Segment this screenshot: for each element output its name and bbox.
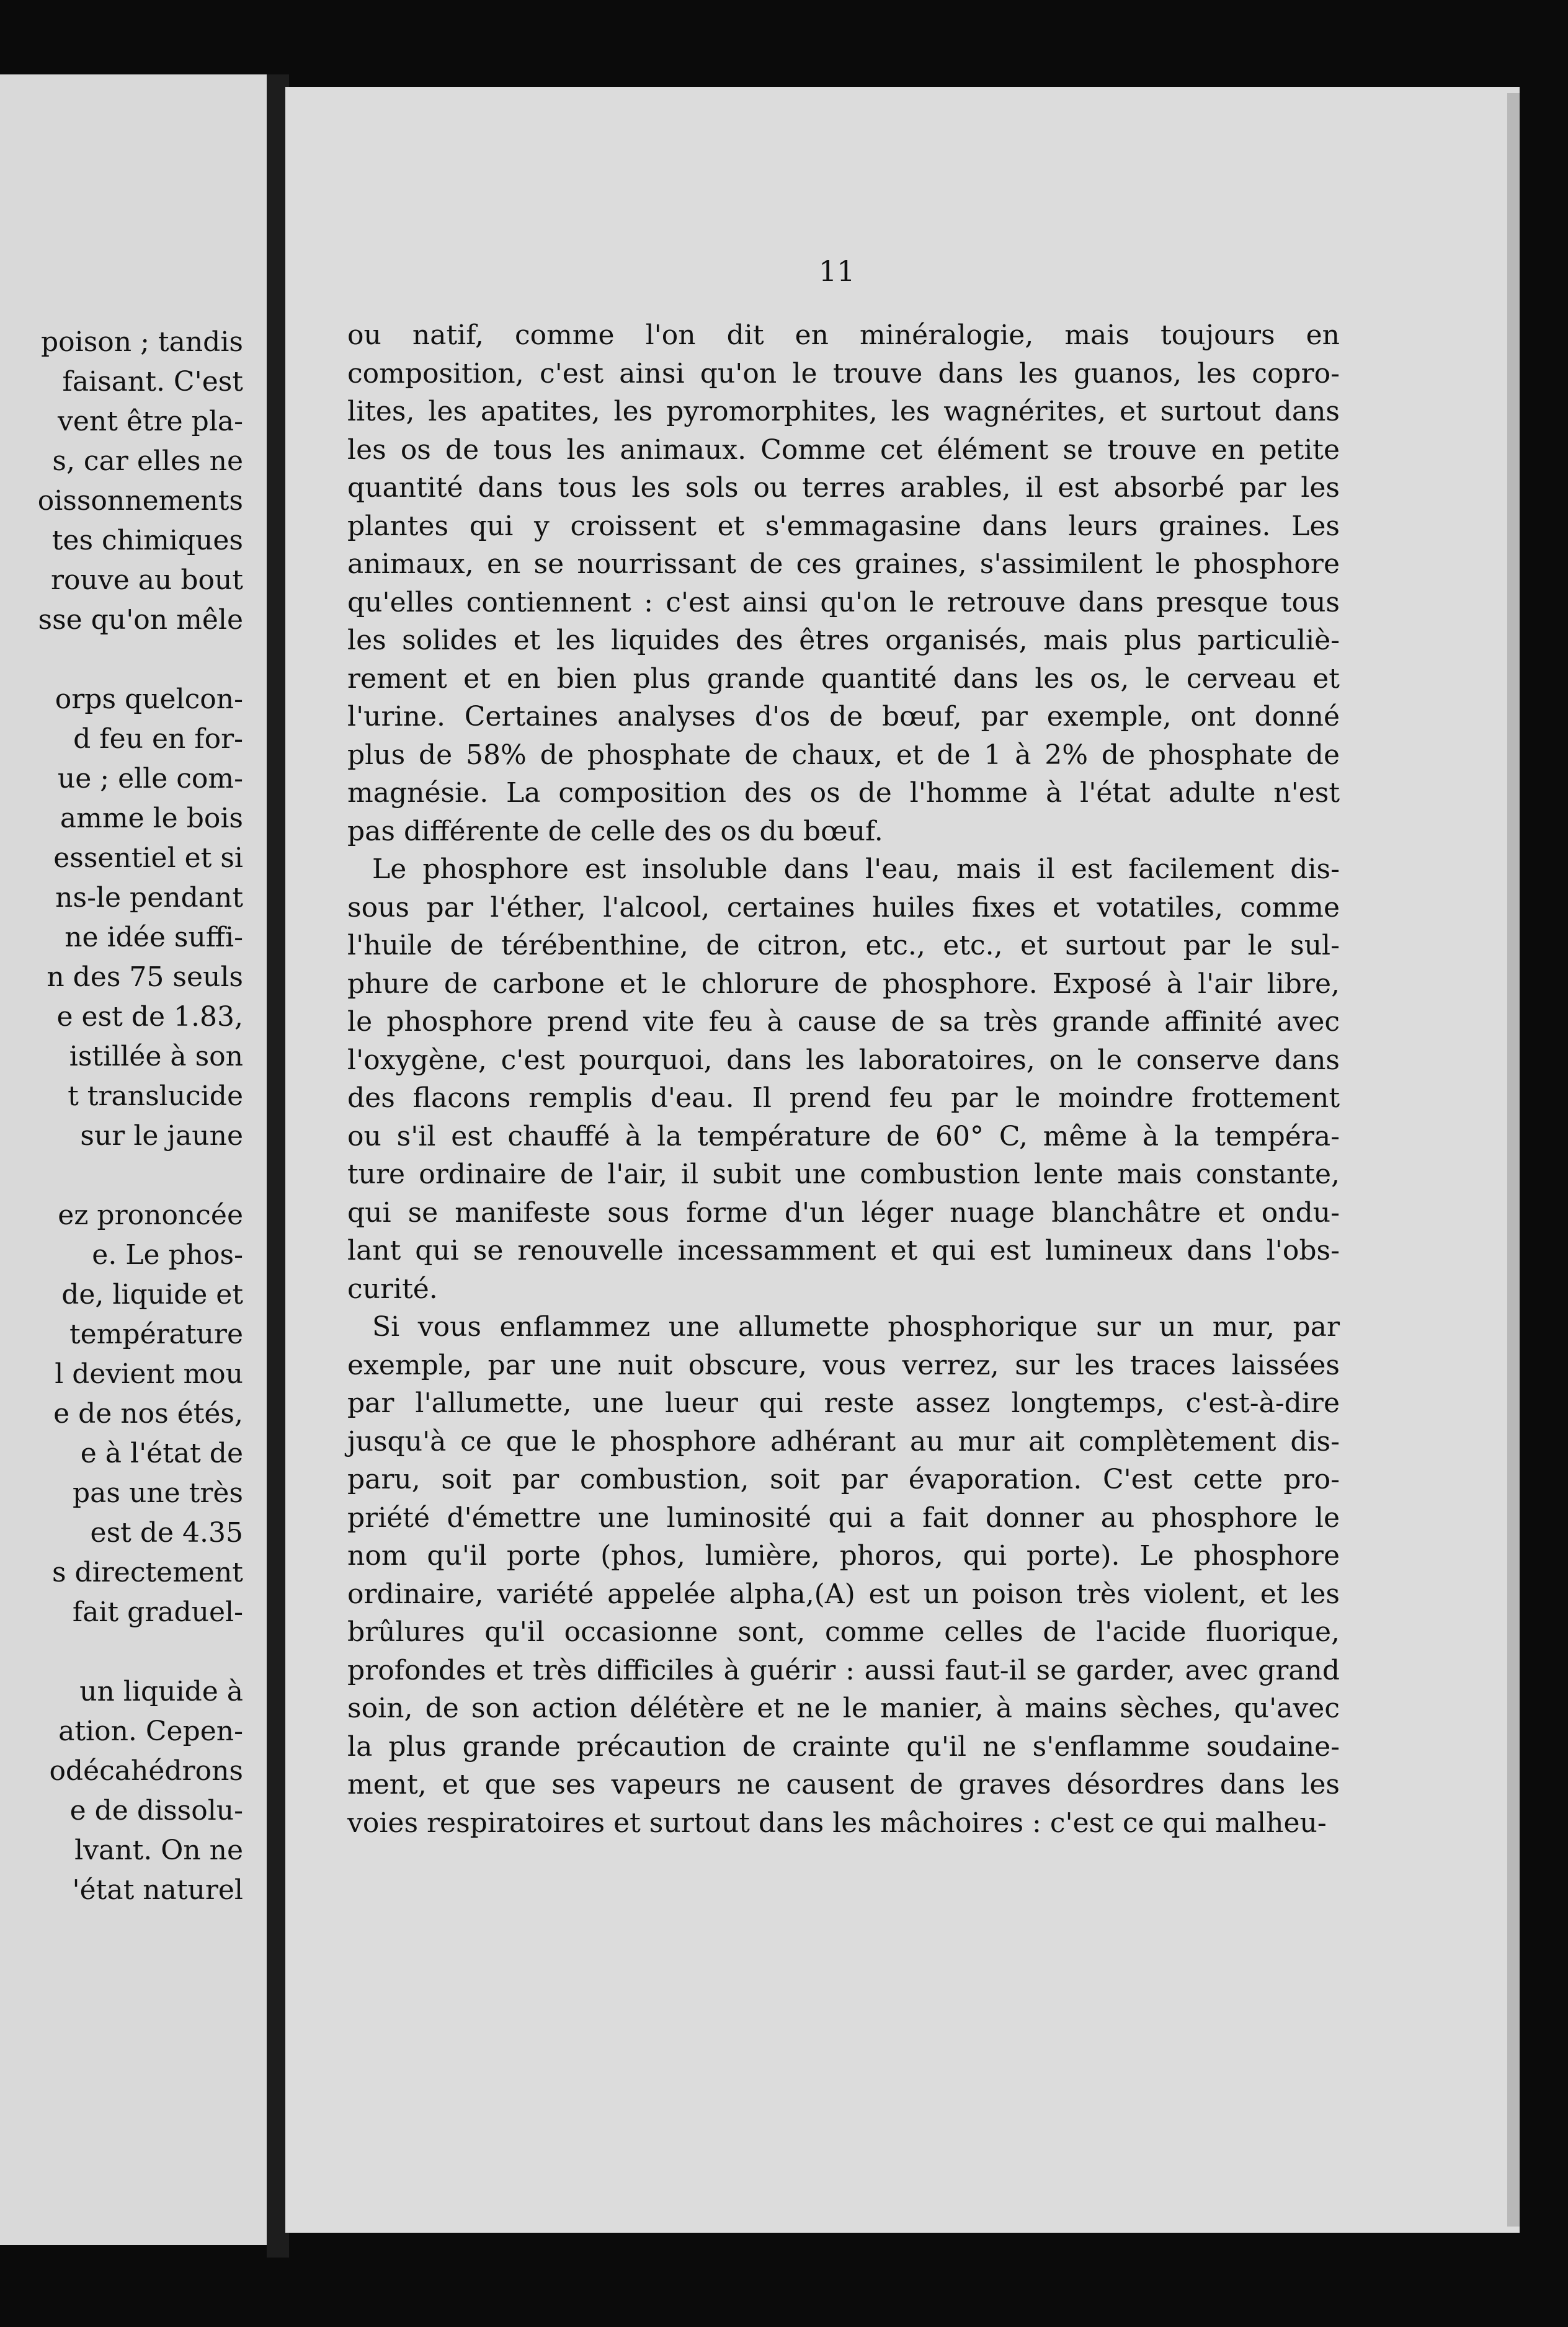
- left-page-line: 'état naturel: [72, 1874, 243, 1906]
- text-line: l'urine. Certaines analyses d'os de bœuf, par exemple, ont donné: [347, 701, 1340, 732]
- left-page-line: vent être pla-: [57, 406, 243, 437]
- left-page-line: istillée à son: [69, 1041, 243, 1072]
- text-line: exemple, par une nuit obscure, vous verrez, sur les traces laissées: [347, 1349, 1340, 1381]
- left-page-line: un liquide à: [79, 1676, 243, 1707]
- text-line: l'oxygène, c'est pourquoi, dans les laboratoires, on le conserve dans: [347, 1044, 1340, 1076]
- text-line: ou s'il est chauffé à la température de 60° C, même à la tempéra-: [347, 1120, 1340, 1152]
- left-page-line: s directement: [51, 1557, 243, 1588]
- left-page-line: orps quelcon-: [55, 683, 243, 715]
- text-line: paru, soit par combustion, soit par évaporation. C'est cette pro-: [347, 1464, 1340, 1495]
- text-line: sous par l'éther, l'alcool, certaines huiles fixes et votatiles, comme: [347, 891, 1340, 923]
- left-page-line: lvant. On ne: [74, 1835, 243, 1866]
- text-line: voies respiratoires et surtout dans les mâchoires : c'est ce qui malheu-: [347, 1807, 1327, 1839]
- body-text: [347, 316, 1340, 1842]
- text-line: par l'allumette, une lueur qui reste assez longtemps, c'est-à-dire: [347, 1387, 1340, 1419]
- left-page-line: ns-le pendant: [55, 882, 243, 914]
- left-page-text: [38, 323, 243, 1910]
- text-line: le phosphore prend vite feu à cause de sa très grande affinité avec: [347, 1006, 1340, 1038]
- text-line: plantes qui y croissent et s'emmagasine dans leurs graines. Les: [347, 510, 1340, 542]
- left-page-line: ne idée suffi-: [65, 922, 243, 953]
- left-page-line: est de 4.35: [90, 1517, 243, 1549]
- page-number: 11: [819, 254, 855, 288]
- text-line: qui se manifeste sous forme d'un léger nuage blanchâtre et ondu-: [347, 1196, 1340, 1229]
- paragraph: [347, 316, 1340, 850]
- text-line: nom qu'il porte (phos, lumière, phoros, qui porte). Le phosphore: [347, 1540, 1340, 1572]
- paragraph: [347, 850, 1340, 1308]
- text-line: magnésie. La composition des os de l'homme à l'état adulte n'est: [347, 777, 1340, 809]
- left-page-line: e de nos étés,: [53, 1398, 243, 1430]
- left-page-line: sse qu'on mêle: [38, 604, 243, 636]
- text-line: Si vous enflammez une allumette phosphorique sur un mur, par: [372, 1311, 1340, 1343]
- right-page: [285, 87, 1520, 2233]
- text-line: la plus grande précaution de crainte qu'il ne s'enflamme soudaine-: [347, 1730, 1340, 1763]
- left-page-line: poison ; tandis: [40, 326, 243, 358]
- left-page-line: essentiel et si: [53, 842, 243, 874]
- page-edge: [1507, 93, 1520, 2227]
- left-page-line: n des 75 seuls: [47, 961, 243, 993]
- left-page-line: d feu en for-: [73, 723, 243, 755]
- text-line: soin, de son action délétère et ne le manier, à mains sèches, qu'avec: [347, 1693, 1340, 1724]
- left-page-line: température: [69, 1319, 243, 1350]
- left-page-line: ue ; elle com-: [57, 763, 243, 794]
- left-page-line: t translucide: [68, 1080, 243, 1112]
- text-line: lites, les apatites, les pyromorphites, les wagnérites, et surtout dans: [347, 396, 1340, 427]
- text-line: quantité dans tous les sols ou terres arables, il est absorbé par les: [347, 472, 1340, 504]
- text-line: pas différente de celle des os du bœuf.: [347, 815, 883, 847]
- text-line: ment, et que ses vapeurs ne causent de graves désordres dans les: [347, 1769, 1340, 1800]
- left-page-line: amme le bois: [60, 803, 243, 834]
- left-page-line: rouve au bout: [51, 564, 243, 596]
- text-line: jusqu'à ce que le phosphore adhérant au mur ait complètement dis-: [347, 1425, 1340, 1457]
- left-page-line: pas une très: [73, 1477, 243, 1509]
- left-page-line: [38, 1632, 243, 1672]
- text-line: les os de tous les animaux. Comme cet élément se trouve en petite: [347, 434, 1340, 466]
- left-page-line: ation. Cepen-: [58, 1715, 243, 1747]
- text-line: ordinaire, variété appelée alpha,(A) est un poison très violent, et les: [347, 1578, 1340, 1610]
- left-page-line: ez prononcée: [58, 1199, 243, 1231]
- left-page-line: sur le jaune: [80, 1120, 243, 1152]
- left-page-line: [38, 640, 243, 680]
- left-page-line: tes chimiques: [51, 525, 243, 556]
- text-line: priété d'émettre une luminosité qui a fait donner au phosphore le: [347, 1502, 1340, 1534]
- left-page-line: e est de 1.83,: [56, 1001, 243, 1033]
- left-page-line: e à l'état de: [80, 1438, 243, 1469]
- text-line: qu'elles contiennent : c'est ainsi qu'on le retrouve dans presque tous: [347, 586, 1340, 618]
- paragraph: [347, 1308, 1340, 1842]
- text-line: plus de 58% de phosphate de chaux, et de 1 à 2% de phosphate de: [347, 739, 1340, 771]
- text-line: curité.: [347, 1273, 438, 1305]
- left-page-line: s, car elles ne: [52, 445, 243, 477]
- left-page: [0, 74, 272, 2245]
- left-page-line: odécahédrons: [49, 1755, 243, 1787]
- left-page-line: faisant. C'est: [62, 366, 243, 398]
- text-line: phure de carbone et le chlorure de phosphore. Exposé à l'air libre,: [347, 968, 1340, 1000]
- text-line: composition, c'est ainsi qu'on le trouve dans les guanos, les copro-: [347, 357, 1340, 389]
- left-page-line: e. Le phos-: [92, 1239, 243, 1271]
- left-page-line: [38, 1156, 243, 1196]
- text-line: ou natif, comme l'on dit en minéralogie, mais toujours en: [347, 319, 1340, 351]
- text-line: brûlures qu'il occasionne sont, comme celles de l'acide fluorique,: [347, 1616, 1340, 1648]
- left-page-line: e de dissolu-: [69, 1795, 243, 1826]
- text-line: profondes et très difficiles à guérir : aussi faut-il se garder, avec grand: [347, 1654, 1340, 1686]
- text-line: animaux, en se nourrissant de ces graines, s'assimilent le phosphore: [347, 548, 1340, 580]
- left-page-line: oissonnements: [37, 485, 243, 517]
- text-line: l'huile de térébenthine, de citron, etc., etc., et surtout par le sul-: [347, 930, 1340, 961]
- left-page-line: fait graduel-: [72, 1596, 243, 1628]
- text-line: ture ordinaire de l'air, il subit une combustion lente mais constante,: [347, 1159, 1340, 1190]
- text-line: Le phosphore est insoluble dans l'eau, mais il est facilement dis-: [372, 853, 1340, 885]
- text-line: les solides et les liquides des êtres organisés, mais plus particuliè-: [347, 625, 1340, 656]
- text-line: des flacons remplis d'eau. Il prend feu par le moindre frottement: [347, 1082, 1340, 1114]
- text-line: lant qui se renouvelle incessamment et qui est lumineux dans l'obs-: [347, 1235, 1340, 1266]
- left-page-line: de, liquide et: [61, 1279, 243, 1310]
- text-line: rement et en bien plus grande quantité dans les os, le cerveau et: [347, 662, 1340, 695]
- left-page-line: l devient mou: [55, 1358, 243, 1390]
